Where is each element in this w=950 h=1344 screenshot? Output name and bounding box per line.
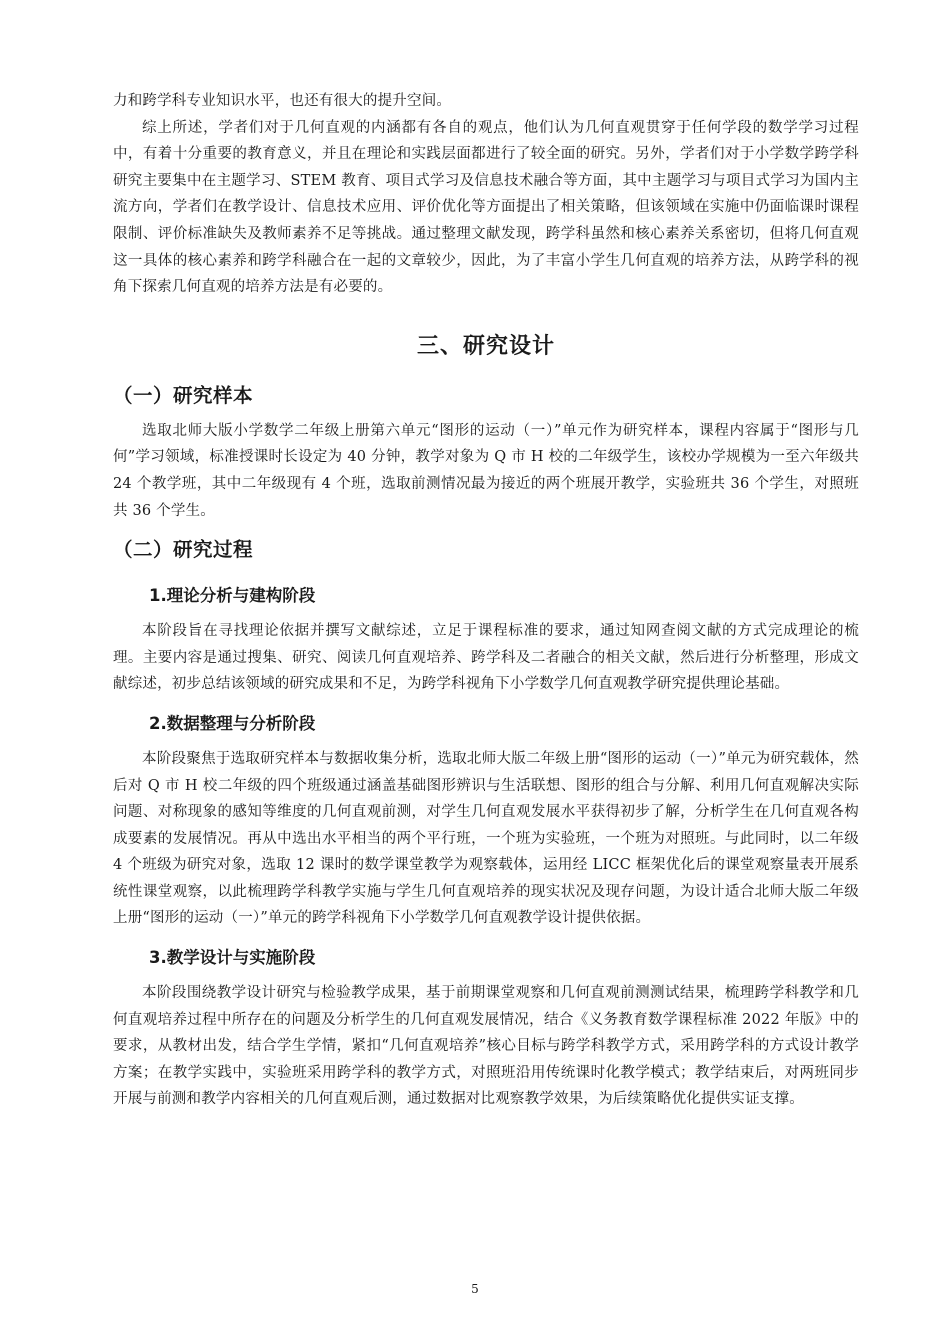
research-sample-paragraph: 选取北师大版小学数学二年级上册第六单元“图形的运动（一）”单元作为研究样本，课程内容属于“图形与几何”学习领域，标准授课时长设定为 40 分钟，教学对象为 Q 市 H 校的二年级学生，该校办学规模为一至六年级共 24 个教学班，其中二年级现有 4 个班，选取前测情况最为接近的两个班展开教学，实验班共 36 个学生，对照班共 36 个学生。: [113, 422, 859, 519]
teaching-design-paragraph: 本阶段围绕教学设计研究与检验教学成果，基于前期课堂观察和几何直观前测测试结果，梳理跨学科教学和几何直观培养过程中所存在的问题及分析学生的几何直观发展情况，结合《义务教育数学课程标准 2022 年版》中的要求，从教材出发，结合学生学情，紧扣“几何直观培养”核心目标与跨学科教学方式，采用跨学科的方式设计教学方案；在教学实践中，实验班采用跨学科的教学方式，对照班沿用传统课时化教学模式；教学结束后，对两班同步开展与前测和教学内容相关的几何直观后测，通过数据对比观察教学效果，为后续策略优化提供实证支撑。: [113, 985, 859, 1108]
subsection-title-theory: 1.理论分析与建构阶段: [149, 586, 316, 606]
page-content: [113, 88, 859, 1113]
subsection-title-teaching: 3.教学设计与实施阶段: [149, 948, 316, 968]
data-analysis-paragraph: 本阶段聚焦于选取研究样本与数据收集分析，选取北师大版二年级上册“图形的运动（一）”单元为研究载体，然后对 Q 市 H 校二年级的四个班级通过涵盖基础图形辨识与生活联想、图形的组合与分解、利用几何直观解决实际问题、对称现象的感知等维度的几何直观前测，对学生几何直观发展水平获得初步了解，分析学生在几何直观各构成要素的发展情况。再从中选出水平相当的两个平行班，一个班为实验班，一个班为对照班。与此同时，以二年级 4 个班级为研究对象，选取 12 课时的数学课堂教学为观察载体，运用经 LICC 框架优化后的课堂观察量表开展系统性课堂观察，以此梳理跨学科教学实施与学生几何直观培养的现实状况及现存问题，为设计适合北师大版二年级上册“图形的运动（一）”单元的跨学科视角下小学数学几何直观教学设计提供依据。: [113, 750, 859, 927]
subsection-title-data: 2.数据整理与分析阶段: [149, 713, 316, 733]
page-number: 5: [471, 1282, 479, 1296]
section-title-research-sample: （一）研究样本: [113, 383, 254, 407]
continuation-paragraph: 力和跨学科专业知识水平，也还有很大的提升空间。: [113, 93, 452, 109]
chapter-title: 三、研究设计: [416, 333, 555, 359]
summary-paragraph: 综上所述，学者们对于几何直观的内涵都有各自的观点，他们认为几何直观贯穿于任何学段的数学学习过程中，有着十分重要的教育意义，并且在理论和实践层面都进行了较全面的研究。另外，学者们对于小学数学跨学科研究主要集中在主题学习、STEM 教育、项目式学习及信息技术融合等方面，其中主题学习与项目式学习为国内主流方向，学者们在教学设计、信息技术应用、评价优化等方面提出了相关策略，但该领域在实施中仍面临课时课程限制、评价标准缺失及教师素养不足等挑战。通过整理文献发现，跨学科虽然和核心素养关系密切，但将几何直观这一具体的核心素养和跨学科融合在一起的文章较少，因此，为了丰富小学生几何直观的培养方法，从跨学科的视角下探索几何直观的培养方法是有必要的。: [113, 119, 859, 296]
theory-paragraph: 本阶段旨在寻找理论依据并撰写文献综述，立足于课程标准的要求，通过知网查阅文献的方式完成理论的梳理。主要内容是通过搜集、研究、阅读几何直观培养、跨学科及二者融合的相关文献，然后进行分析整理，形成文献综述，初步总结该领域的研究成果和不足，为跨学科视角下小学数学几何直观教学研究提供理论基础。: [113, 623, 859, 693]
section-title-research-process: （二）研究过程: [113, 538, 254, 562]
